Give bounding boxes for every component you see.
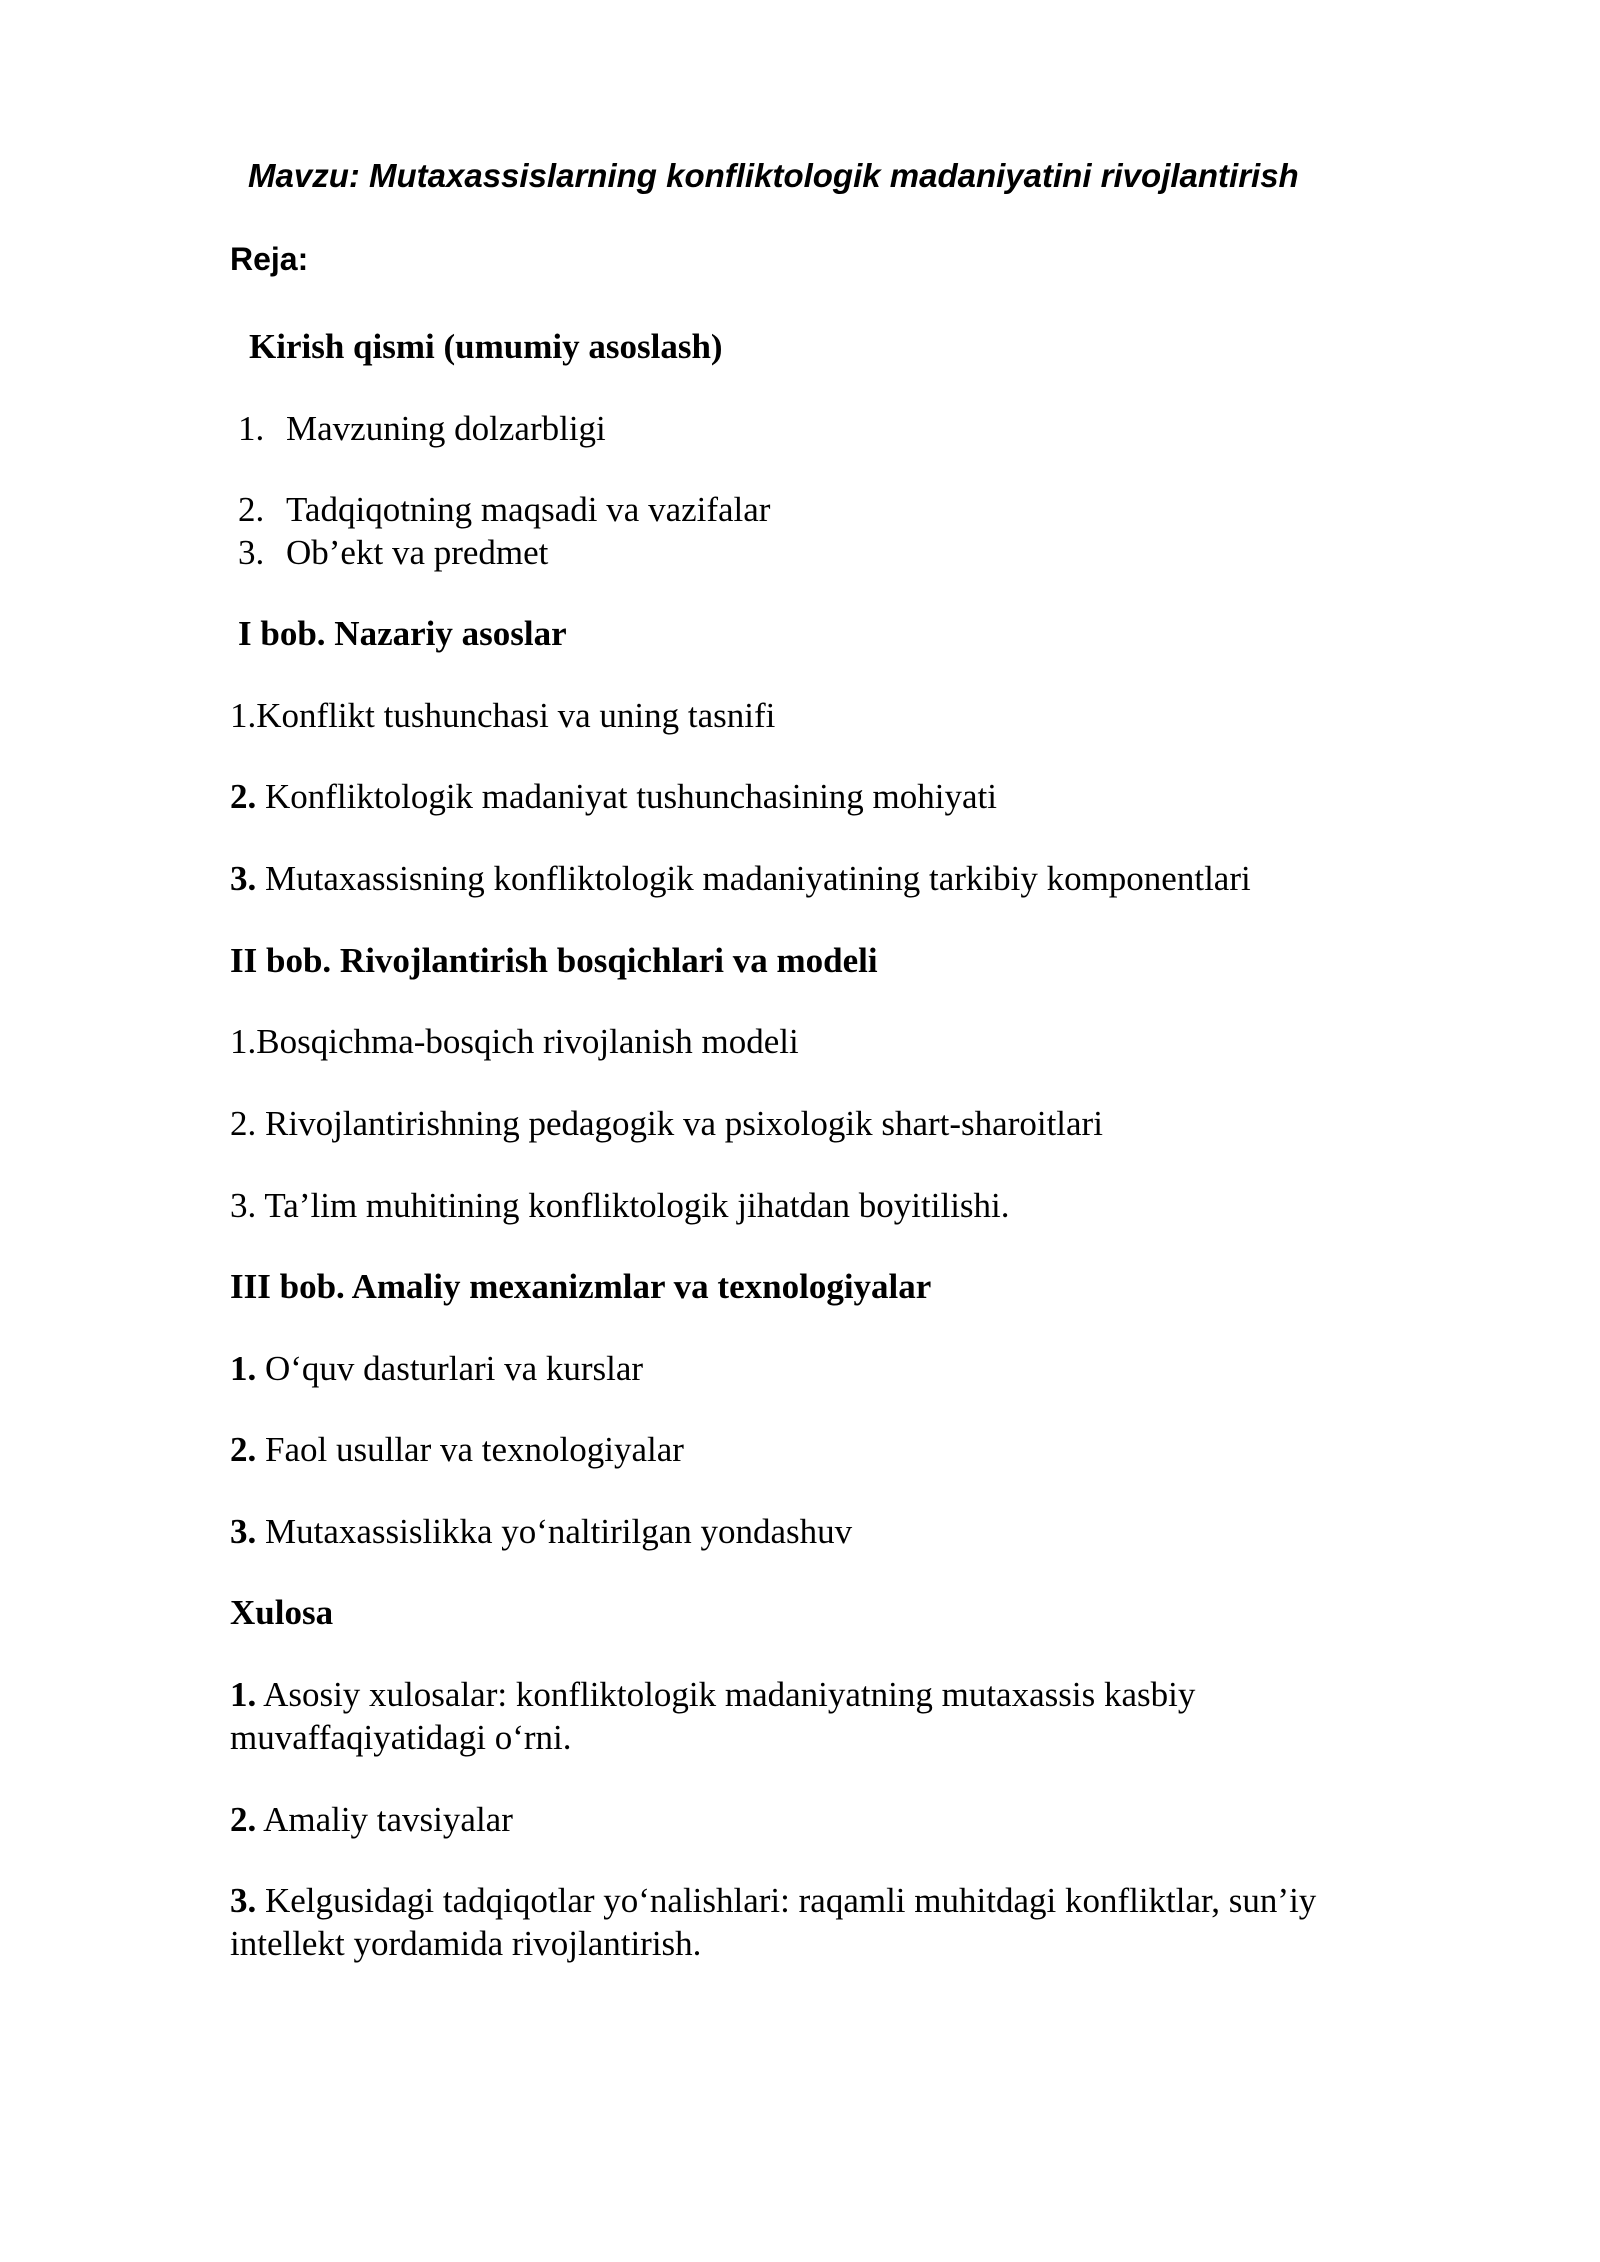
list-item-number: 3. — [230, 1512, 257, 1551]
chapter-1-heading: I bob. Nazariy asoslar — [238, 614, 567, 653]
list-item-text: O‘quv dasturlari va kurslar — [256, 1349, 644, 1388]
list-item-text: Tadqiqotning maqsadi va vazifalar — [286, 490, 771, 529]
list-item-number: 3. — [230, 1881, 257, 1920]
list-item — [238, 489, 770, 531]
list-item-text: Konfliktologik madaniyat tushunchasining mohiyati — [256, 777, 997, 816]
list-item — [230, 1429, 684, 1471]
list-item-text: Mavzuning dolzarbligi — [286, 409, 606, 448]
list-item-number: 3. — [230, 859, 257, 898]
list-item-continuation: muvaffaqiyatidagi o‘rni. — [230, 1718, 572, 1757]
list-item-text: Asosiy xulosalar: konfliktologik madaniyatning mutaxassis kasbiy — [256, 1675, 1196, 1714]
list-item-text: Mutaxassisning konfliktologik madaniyatining tarkibiy komponentlari — [256, 859, 1251, 898]
list-item-text: Amaliy tavsiyalar — [256, 1800, 513, 1839]
list-item-number: 3. — [238, 533, 265, 572]
list-item-text: Kelgusidagi tadqiqotlar yo‘nalishlari: raqamli muhitdagi konfliktlar, sun’iy — [256, 1881, 1317, 1920]
list-item-text: Mutaxassislikka yo‘naltirilgan yondashuv — [256, 1512, 853, 1551]
list-item — [230, 695, 775, 737]
list-item — [230, 1511, 852, 1553]
list-item-text: Bosqichma-bosqich rivojlanish modeli — [256, 1022, 799, 1061]
chapter-2-heading: II bob. Rivojlantirish bosqichlari va modeli — [230, 941, 878, 980]
list-item — [230, 1799, 513, 1841]
list-item — [230, 1880, 1316, 1922]
list-item — [238, 408, 606, 450]
chapter-3-heading: III bob. Amaliy mexanizmlar va texnologiyalar — [230, 1267, 932, 1306]
list-item-number: 2. — [230, 1800, 257, 1839]
list-item-text: Faol usullar va texnologiyalar — [256, 1430, 684, 1469]
list-item — [230, 1021, 799, 1063]
list-item — [230, 858, 1251, 900]
document-title: Mavzu: Mutaxassislarning konfliktologik madaniyatini rivojlantirish — [248, 157, 1299, 194]
list-item-number: 2. — [230, 1430, 257, 1469]
list-item-number: 1. — [230, 1675, 257, 1714]
list-item-number: 1. — [238, 409, 265, 448]
list-item — [230, 1185, 1010, 1227]
list-item-number: 1. — [230, 1349, 257, 1388]
list-item-text: Ta’lim muhitining konfliktologik jihatdan boyitilishi. — [256, 1186, 1010, 1225]
list-item-number: 2. — [238, 490, 265, 529]
list-item — [230, 776, 997, 818]
list-item-number: 1. — [230, 1022, 257, 1061]
conclusion-heading: Xulosa — [230, 1593, 334, 1632]
list-item — [230, 1348, 643, 1390]
plan-label: Reja: — [230, 241, 309, 277]
list-item-text: Konflikt tushunchasi va uning tasnifi — [256, 696, 776, 735]
list-item — [238, 532, 548, 574]
list-item-number: 1. — [230, 696, 257, 735]
list-item-continuation: intellekt yordamida rivojlantirish. — [230, 1924, 702, 1963]
list-item-text: Ob’ekt va predmet — [286, 533, 549, 572]
list-item-number: 3. — [230, 1186, 257, 1225]
list-item — [230, 1674, 1195, 1716]
list-item-number: 2. — [230, 777, 257, 816]
list-item — [230, 1103, 1103, 1145]
list-item-text: Rivojlantirishning pedagogik va psixologik shart-sharoitlari — [256, 1104, 1103, 1143]
list-item-number: 2. — [230, 1104, 257, 1143]
intro-heading: Kirish qismi (umumiy asoslash) — [249, 327, 723, 366]
